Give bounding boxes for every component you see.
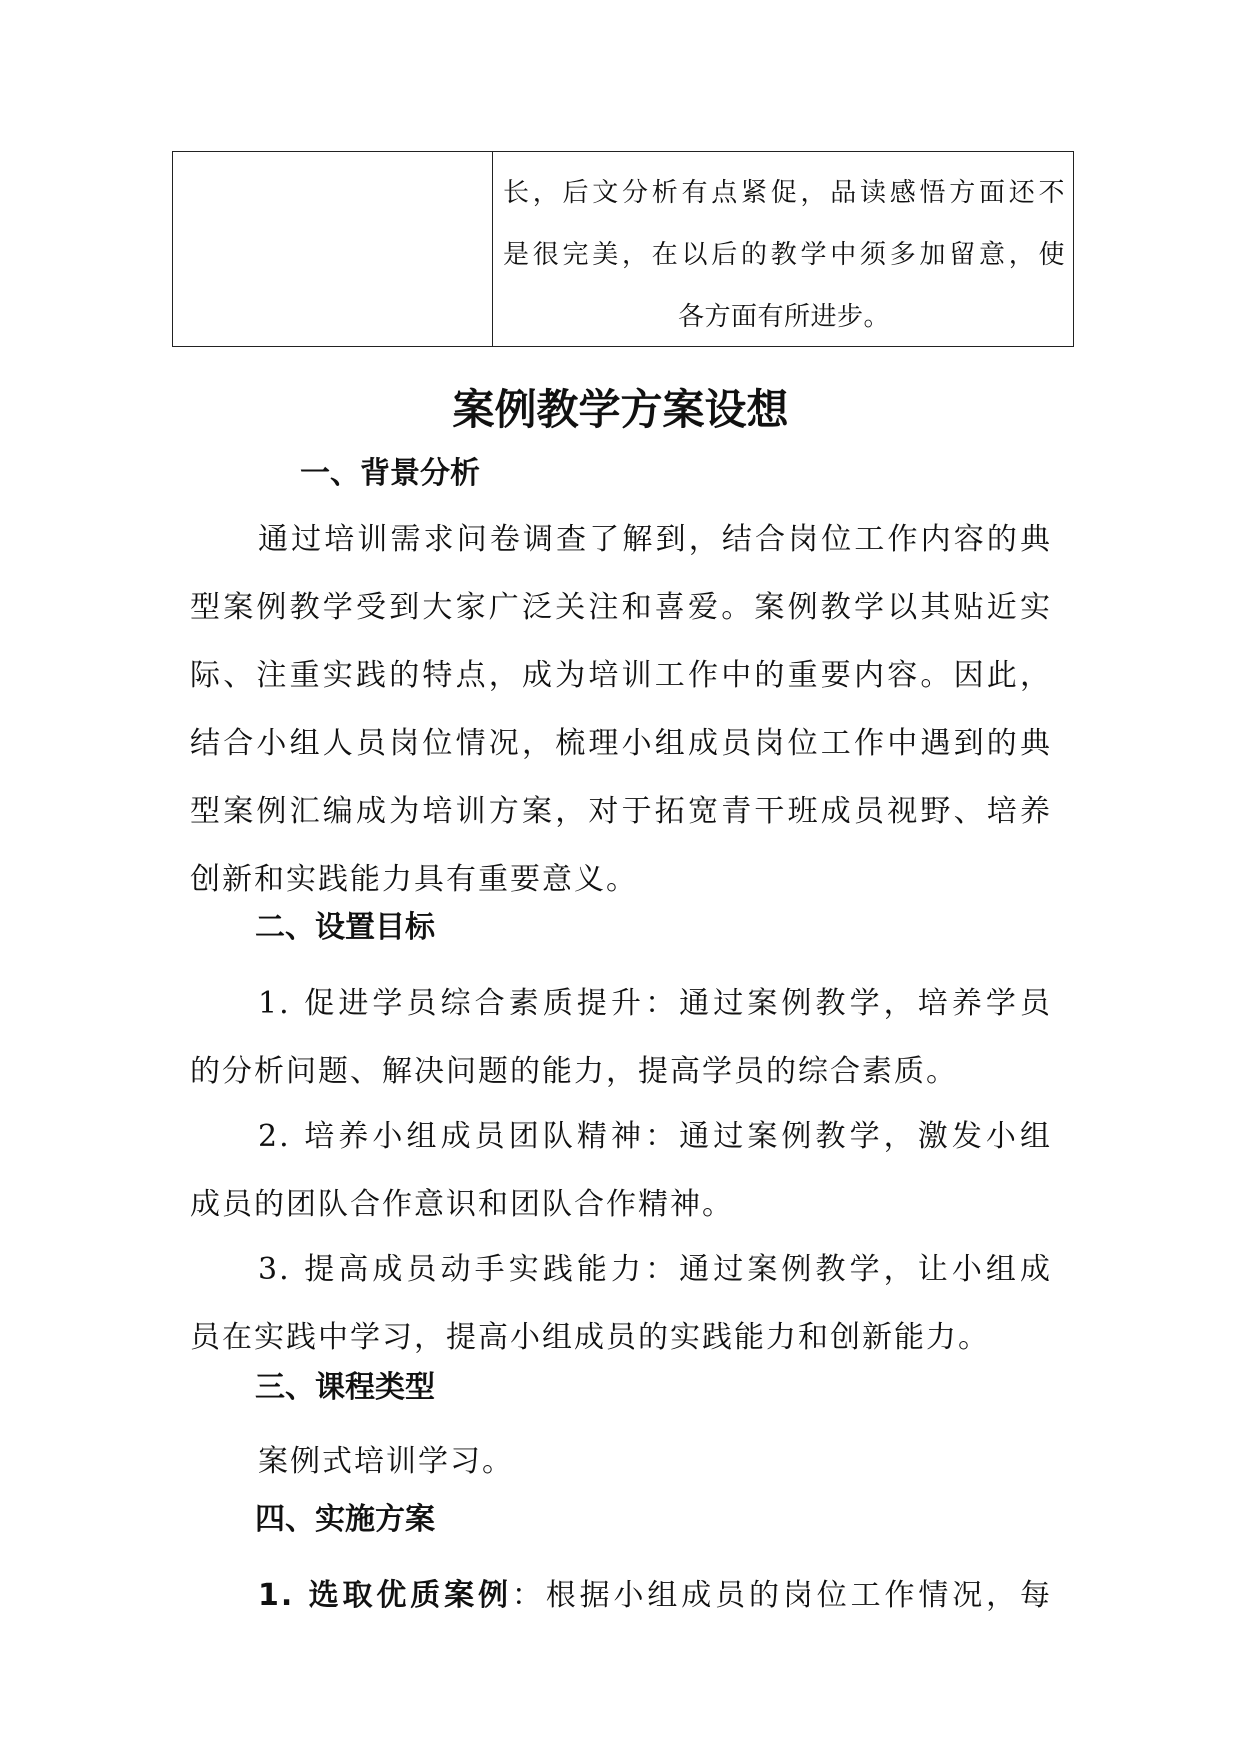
table-text-line: 是很完美，在以后的教学中须多加留意，使	[503, 240, 1065, 270]
paragraph-line: 的分析问题、解决问题的能力，提高学员的综合素质。	[190, 1054, 958, 1089]
paragraph-line: 案例式培训学习。	[258, 1444, 514, 1479]
paragraph-line: 型案例汇编成为培训方案，对于拓宽青干班成员视野、培养	[190, 794, 1052, 829]
goal-item-2	[190, 1103, 1052, 1239]
table-right-cell	[493, 152, 1073, 346]
plan-item-text: ：根据小组成员的岗位工作情况，每	[511, 1578, 1052, 1613]
plan-item-1	[190, 1562, 1052, 1630]
paragraph-line: 成员的团队合作意识和团队合作精神。	[190, 1187, 734, 1222]
paragraph-line: 员在实践中学习，提高小组成员的实践能力和创新能力。	[190, 1320, 990, 1355]
table-text-line: 各方面有所进步。	[677, 302, 890, 332]
paragraph-line: 2. 培养小组成员团队精神：通过案例教学，激发小组	[258, 1119, 1052, 1154]
paragraph-line: 1. 促进学员综合素质提升：通过案例教学，培养学员	[258, 986, 1052, 1021]
plan-item-label: 1. 选取优质案例	[258, 1578, 512, 1613]
course-paragraph	[190, 1428, 1052, 1496]
background-paragraph	[190, 506, 1052, 914]
paragraph-line: 创新和实践能力具有重要意义。	[190, 862, 638, 897]
section-heading-course: 三、课程类型	[255, 1370, 435, 1405]
table-text-line: 长，后文分析有点紧促，品读感悟方面还不	[503, 178, 1065, 208]
paragraph-line: 3. 提高成员动手实践能力：通过案例教学，让小组成	[258, 1252, 1052, 1287]
paragraph-line: 通过培训需求问卷调查了解到，结合岗位工作内容的典	[258, 522, 1052, 557]
goal-item-3	[190, 1236, 1052, 1372]
goal-item-1	[190, 970, 1052, 1106]
table-left-cell	[173, 152, 493, 346]
paragraph-line	[190, 1562, 1052, 1630]
section-heading-background: 一、背景分析	[300, 456, 480, 491]
document-title: 案例教学方案设想	[452, 385, 789, 434]
section-heading-plan: 四、实施方案	[255, 1502, 435, 1537]
evaluation-table	[172, 151, 1074, 347]
paragraph-line: 结合小组人员岗位情况，梳理小组成员岗位工作中遇到的典	[190, 726, 1052, 761]
paragraph-line: 型案例教学受到大家广泛关注和喜爱。案例教学以其贴近实	[190, 590, 1052, 625]
paragraph-line: 际、注重实践的特点，成为培训工作中的重要内容。因此，	[190, 658, 1052, 693]
section-heading-goals: 二、设置目标	[255, 910, 435, 945]
